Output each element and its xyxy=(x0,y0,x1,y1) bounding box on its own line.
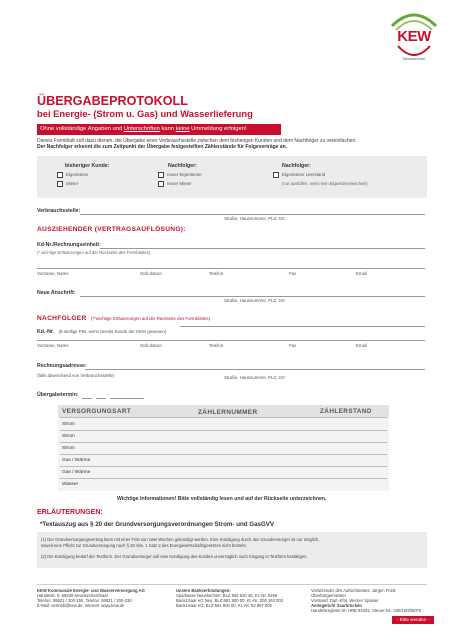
date-month-field[interactable] xyxy=(96,398,106,399)
table-row-wasser[interactable]: Wasser xyxy=(62,482,79,487)
uebergabetermin-label: Übergabetermin: xyxy=(37,392,79,398)
nachfolger-title: NACHFOLGER xyxy=(37,315,87,322)
field-name-2: Vorname, Name xyxy=(37,343,69,348)
checkbox[interactable] xyxy=(158,172,164,178)
table-row-divider xyxy=(60,430,387,431)
kdnr2-hint: (8-stellige PIN, wenn bereits Kunde der KEW gewesen) xyxy=(58,329,167,334)
field-phone-2: Telefon xyxy=(209,343,224,348)
col3-option[interactable]: Eigentümer Leerstand xyxy=(273,172,325,178)
customer-type-box xyxy=(37,156,427,198)
warning-underlined-2: keine xyxy=(175,126,190,132)
note-1b: soweit eine Pflicht zur Grundversorgung nach § 36 Abs. 1 Satz 2 des Energiewirtschaftsgesetzes nicht besteht. xyxy=(41,543,247,548)
date-day-field[interactable] xyxy=(82,398,92,399)
note-2: (2) Die Kündigung bedarf der Textform. Der Grundversorger soll eine Kündigung des Kunden unverzüglich nach Eingang in Textform bestätigen. xyxy=(41,554,308,559)
footer-board-2: Vorstand: Dipl.-Kfm. Werner Spanier xyxy=(311,598,379,603)
important-info: Wichtige Informationen! Bitte vollständig lesen und auf der Rückseite unterzeichnen. xyxy=(117,496,327,502)
field-birthdate-1: Geb.datum xyxy=(140,271,162,276)
rechnungsadresse-field[interactable] xyxy=(85,369,425,370)
textauszug: *Textauszug aus § 20 der Grundversorgungsverordnungen Strom- und GasGVV xyxy=(40,521,275,528)
col1-option-2[interactable]: Mieter xyxy=(57,181,78,187)
table-row-divider xyxy=(60,466,387,467)
table-row-strom-2[interactable]: Strom xyxy=(62,434,75,439)
footer-divider xyxy=(37,584,427,585)
field-email-2: Email xyxy=(356,343,367,348)
col2-option-1[interactable]: neuer Eigentümer xyxy=(158,172,202,178)
warning-text-mid: kann xyxy=(159,126,176,132)
col1-title: bisheriger Kunde: xyxy=(65,163,110,169)
field-phone-1: Telefon xyxy=(209,271,224,276)
footer-board-1: Vorsitzender des Aufsichtsrates: Jürgen Fried, Oberbürgermeister xyxy=(311,588,397,598)
warning-text-pre: Ohne vollständige Angaben und xyxy=(40,126,124,132)
footer-bank-title: Unsere Bankverbindungen: xyxy=(176,588,231,593)
logo-text: KEW xyxy=(397,28,431,45)
footer-board-4: Handelsregister Nr. HRB 91002, Steuer-Nr.: 030/100/00075 xyxy=(311,608,422,613)
person-fields-line-1[interactable] xyxy=(37,268,425,269)
kdnr-label: Kd-Nr./Rechnungseinheit: xyxy=(37,242,101,248)
field-email-1: Email xyxy=(356,271,367,276)
footer-company-phone: Telefon: 06821 / 200-150, Telefax: 06821 / 200-230 xyxy=(37,598,132,603)
table-row-divider xyxy=(60,442,387,443)
table-row-strom-1[interactable]: Strom xyxy=(62,422,75,427)
field-name-1: Vorname, Name xyxy=(37,271,69,276)
table-row-gas-2[interactable]: Gas / Wärme xyxy=(62,470,91,475)
header-zaehlernummer: ZÄHLERNUMMER xyxy=(198,409,258,416)
warning-text-post: Ummeldung erfolgen! xyxy=(189,126,247,132)
footer-bank-3: Bank1Saar eG: BLZ 591 900 00, Kt.-Nr. 53 867 000 xyxy=(176,603,272,608)
col2-option-2[interactable]: neuer Mieter xyxy=(158,181,192,187)
neue-anschrift-field[interactable] xyxy=(80,296,425,297)
header-zaehlerstand: ZÄHLERSTAND xyxy=(320,408,372,415)
page-title: ÜBERGABEPROTOKOLL xyxy=(37,94,188,108)
page-subtitle: bei Energie- (Strom u. Gas) und Wasserlieferung xyxy=(37,108,253,119)
please-turn-button[interactable]: - Bitte wenden - xyxy=(392,616,434,624)
footer-company-name: KEW Kommunale Energie- und Wasserversorgung AG xyxy=(37,588,145,593)
col1-option-1[interactable]: Eigentümer xyxy=(57,172,88,178)
erlaeuterungen-heading: ERLÄUTERUNGEN: xyxy=(37,509,103,516)
strasse-hint-2: Straße, Hausnummer, PLZ, Ort xyxy=(224,298,285,303)
footer-bank-2: Bank1Saar eG Neu: BLZ 591 900 00, Kt.-Nr. 200 162 002 xyxy=(176,598,284,603)
footer-company xyxy=(37,588,165,608)
rechnungsadresse-hint: (falls abweichend von Verbrauchsstelle) xyxy=(37,373,115,378)
intro-text: Dieses Formblatt soll dazu dienen, die Übergabe einer Verbrauchsstelle zwischen dem bisherigen Kunden und dem Nachfolger zu vereinfachen. xyxy=(37,138,357,144)
kdnr-field[interactable] xyxy=(100,248,425,249)
field-fax-2: Fax xyxy=(289,343,297,348)
footer-bank-1: Sparkasse Neunkirchen: BLZ 592 520 46, Kt.-Nr. 5266 xyxy=(176,593,278,598)
legal-notes-box xyxy=(37,532,427,568)
kdnr2-row xyxy=(37,320,166,338)
strasse-hint-1: Straße, Hausnummer, PLZ, Ort xyxy=(224,216,285,221)
checkbox[interactable] xyxy=(57,172,63,178)
table-row-divider xyxy=(60,417,387,418)
kdnr2-field[interactable] xyxy=(180,326,425,327)
checkbox[interactable] xyxy=(273,172,279,178)
checkbox[interactable] xyxy=(57,181,63,187)
col3-note: (nur ausfüllen, wenn kein Eigentümerwechsel) xyxy=(282,181,368,186)
verbrauchsstelle-field[interactable] xyxy=(80,214,425,215)
table-row-divider xyxy=(60,478,387,479)
header-versorgungsart: VERSORGUNGSART xyxy=(62,408,132,415)
ausziehender-heading: AUSZIEHENDER (VERTRAGSAUFLÖSUNG): xyxy=(37,226,186,233)
verbrauchsstelle-label: Verbrauchsstelle: xyxy=(37,208,81,214)
logo xyxy=(386,6,442,62)
footer-company-address: Händelstr. 5, 66538 Neunkirchen/Saar xyxy=(37,593,108,598)
footer-board-3: Amtsgericht Saarbrücken xyxy=(311,603,362,608)
checkbox[interactable] xyxy=(158,181,164,187)
strasse-hint-3: Straße, Hausnummer, PLZ, Ort xyxy=(224,375,285,380)
nachfolger-hint: (**wichtige Erläuterungen auf der Rückseite des Formblattes) xyxy=(90,316,211,321)
warning-underlined: Unterschriften xyxy=(123,126,160,132)
rechnungsadresse-label: Rechnungsadresse: xyxy=(37,363,87,369)
footer-board xyxy=(311,588,431,613)
note-1a: (1) Der Grundversorgungsvertrag kann mit einer Frist von zwei Wochen gekündigt werden. Eine Kündigung durch den Grundversorger ist nur möglich, xyxy=(41,537,320,542)
table-row-divider xyxy=(60,454,387,455)
table-row-strom-3[interactable]: Strom xyxy=(62,446,75,451)
intro-text-bold: Der Nachfolger erkennt die zum Zeitpunkt der Übergabe festgestellten Zählerstände für Folgeverträge an. xyxy=(37,144,288,150)
person-fields-line-2[interactable] xyxy=(37,340,425,341)
col3-title: Nachfolger: xyxy=(282,163,311,169)
date-year-field[interactable] xyxy=(110,398,144,399)
footer-bank xyxy=(176,588,304,608)
neue-anschrift-label: Neue Anschrift: xyxy=(37,290,76,296)
logo-subtitle: Neunkirchen xyxy=(402,56,426,61)
warning-banner xyxy=(37,124,281,135)
col2-title: Nachfolger: xyxy=(168,163,197,169)
field-birthdate-2: Geb.datum xyxy=(140,343,162,348)
kdnr-hint: (* wichtige Erläuterungen auf der Rückseite des Formblattes) xyxy=(37,250,151,255)
kdnr2-label: Kd.-Nr. xyxy=(37,329,55,335)
field-fax-1: Fax xyxy=(289,271,297,276)
table-row-gas-1[interactable]: Gas / Wärme xyxy=(62,458,91,463)
footer-company-email: E-Mail: vertrieb@kew.de, Internet: www.kew.de xyxy=(37,603,125,608)
